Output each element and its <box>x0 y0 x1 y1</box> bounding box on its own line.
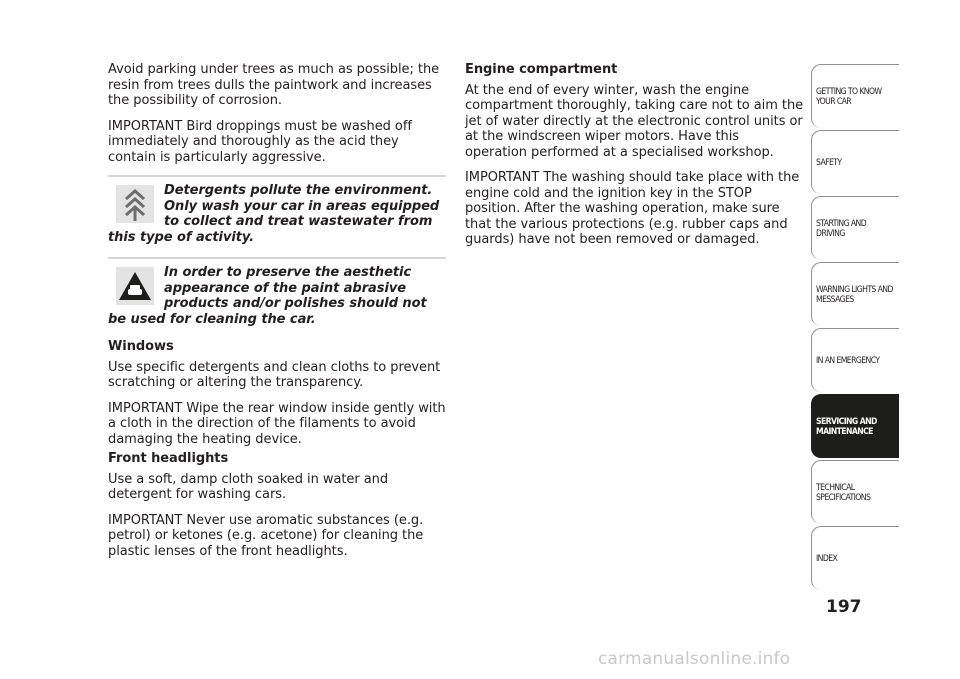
tab-label: STARTING AND DRIVING <box>816 218 867 239</box>
chapter-tabs <box>811 64 899 592</box>
tab-label: SAFETY <box>816 157 842 168</box>
tab-servicing-maintenance[interactable] <box>811 394 899 458</box>
right-column <box>465 62 805 258</box>
heading-windows: Windows <box>108 339 174 354</box>
note-paint-text: In order to preserve the aesthetic appearance of the paint abrasive products and/or polishes should not be used for cleaning the car. <box>108 265 427 327</box>
environment-chevrons-icon <box>116 185 154 223</box>
left-column <box>108 62 446 569</box>
tab-safety[interactable] <box>811 130 899 194</box>
tab-label: IN AN EMERGENCY <box>816 355 880 366</box>
tab-technical-specifications[interactable] <box>811 460 899 524</box>
tab-label: SERVICING AND MAINTENANCE <box>816 416 877 437</box>
tab-getting-to-know[interactable] <box>811 64 899 128</box>
paragraph-bird-droppings: IMPORTANT Bird droppings must be washed off immediately and thoroughly as the acid they contain is particularly aggressive. <box>108 118 412 165</box>
tab-starting-driving[interactable] <box>811 196 899 260</box>
page-number: 197 <box>826 597 862 617</box>
paragraph-headlights-cloth: Use a soft, damp cloth soaked in water and detergent for washing cars. <box>108 471 389 502</box>
paragraph-windows-detergents: Use specific detergents and clean cloths to prevent scratching or altering the transparency. <box>108 359 441 390</box>
tab-label: INDEX <box>816 553 838 564</box>
tab-emergency[interactable] <box>811 328 899 392</box>
tab-warning-lights[interactable] <box>811 262 899 326</box>
tab-label: TECHNICAL SPECIFICATIONS <box>816 482 871 503</box>
note-paint <box>108 257 446 327</box>
paragraph-headlights-aromatic: IMPORTANT Never use aromatic substances (e.g. petrol) or ketones (e.g. acetone) for cleaning the plastic lenses of the front headlights. <box>108 512 424 559</box>
paragraph-engine-winter: At the end of every winter, wash the engine compartment thoroughly, taking care not to aim the jet of water directly at the electronic control units or at the windscreen wiper motors. Have this operation performed at a specialised workshop. <box>465 82 804 160</box>
note-environment <box>108 175 446 245</box>
heading-front-headlights: Front headlights <box>108 451 229 466</box>
tab-index[interactable] <box>811 526 899 590</box>
tab-label: GETTING TO KNOW YOUR CAR <box>816 86 882 107</box>
car-warning-triangle-icon <box>116 267 154 305</box>
note-environment-text: Detergents pollute the environment. Only wash your car in areas equipped to collect and treat wastewater from this type of activity. <box>108 183 440 245</box>
tab-label: WARNING LIGHTS AND MESSAGES <box>816 284 893 305</box>
heading-engine-compartment: Engine compartment <box>465 62 618 77</box>
watermark: carmanualsonline.info <box>598 649 791 669</box>
paragraph-engine-important: IMPORTANT The washing should take place with the engine cold and the ignition key in the STOP position. After the washing operation, make sure that the various protections (e.g. rubber caps and guards) have not been removed or damaged. <box>465 170 800 247</box>
paragraph-parking-trees: Avoid parking under trees as much as possible; the resin from trees dulls the paintwork and increases the possibility of corrosion. <box>108 62 440 108</box>
paragraph-rear-window: IMPORTANT Wipe the rear window inside gently with a cloth in the direction of the filaments to avoid damaging the heating device. <box>108 400 446 447</box>
